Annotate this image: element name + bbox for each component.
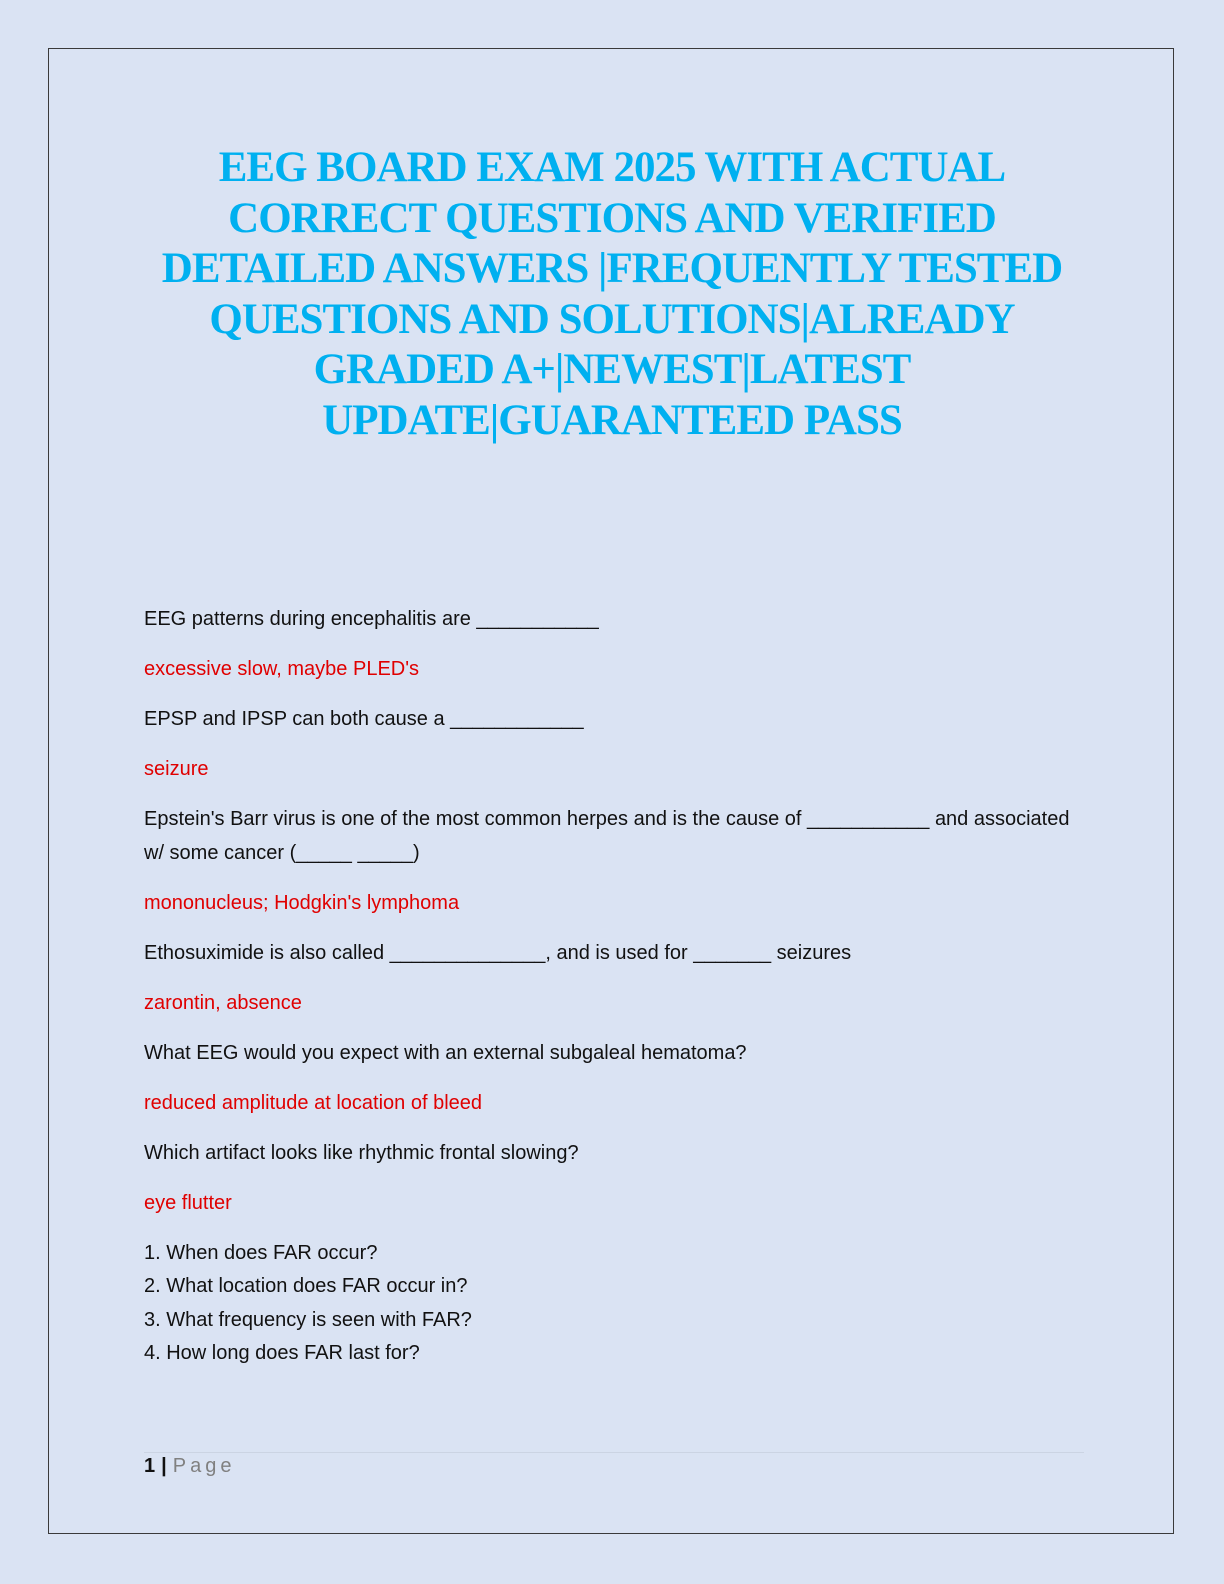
title-line: UPDATE|GUARANTEED PASS (322, 396, 902, 444)
title-line: GRADED A+|NEWEST|LATEST (313, 346, 911, 393)
title-line: EEG BOARD EXAM 2025 WITH ACTUAL (218, 144, 1006, 191)
page-separator: | (161, 1455, 167, 1477)
list-item: 2. What location does FAR occur in? (144, 1275, 468, 1297)
question-text: EPSP and IPSP can both cause a ____________ (144, 708, 584, 730)
answer-text: reduced amplitude at location of bleed (144, 1091, 483, 1114)
list-item: 3. What frequency is seen with FAR? (144, 1308, 472, 1331)
numbered-question-list (144, 1237, 1084, 1371)
question-text: What EEG would you expect with an external subgaleal hematoma? (144, 1041, 747, 1064)
answer-text: zarontin, absence (144, 991, 302, 1014)
document-title (110, 143, 1114, 446)
answer-text: mononucleus; Hodgkin's lymphoma (144, 891, 460, 914)
title-line: CORRECT QUESTIONS AND VERIFIED (228, 194, 996, 242)
list-item: 1. When does FAR occur? (144, 1241, 378, 1264)
question-text: EEG patterns during encephalitis are ___________ (144, 608, 599, 630)
answer-text: seizure (144, 758, 209, 780)
question-text: Epstein's Barr virus is one of the most common herpes and is the cause of ___________ and associated w/ some cancer (_____ _____) (144, 808, 1070, 864)
page-footer (144, 1451, 1084, 1476)
answer-text: eye flutter (144, 1191, 232, 1214)
page-label: Page (172, 1455, 236, 1477)
title-line: DETAILED ANSWERS |FREQUENTLY TESTED (161, 245, 1063, 292)
question-text: Ethosuximide is also called ______________, and is used for _______ seizures (144, 941, 852, 964)
title-line: QUESTIONS AND SOLUTIONS|ALREADY (209, 295, 1015, 343)
page-number: 1 (144, 1455, 156, 1477)
list-item: 4. How long does FAR last for? (144, 1342, 420, 1364)
answer-text: excessive slow, maybe PLED's (144, 658, 420, 680)
question-text: Which artifact looks like rhythmic frontal slowing? (144, 1141, 579, 1164)
qa-content (144, 603, 1084, 1387)
